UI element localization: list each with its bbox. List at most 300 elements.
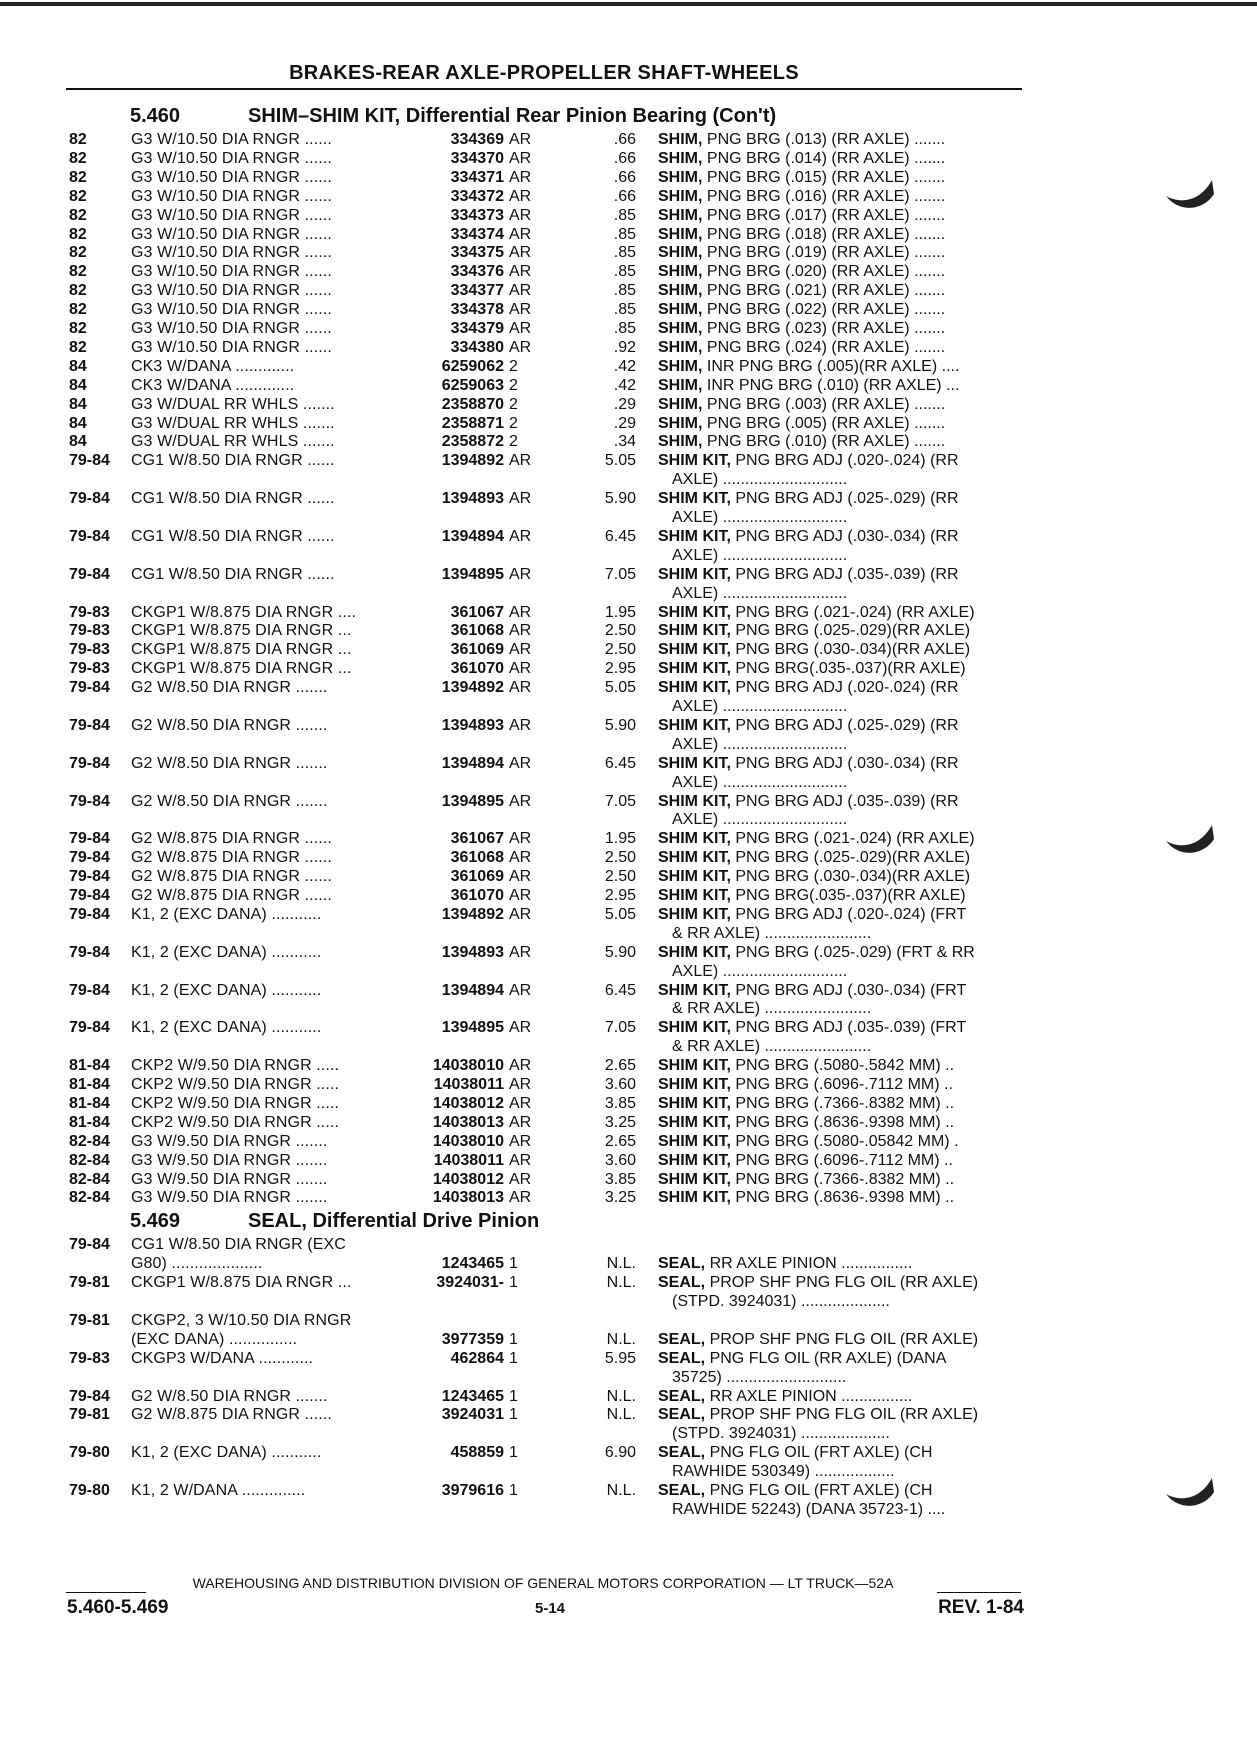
part-description-text: PNG BRG (.025-.029)(RR AXLE) xyxy=(730,622,971,640)
model-application: CKP2 W/9.50 DIA RNGR ..... xyxy=(131,1113,339,1131)
part-description xyxy=(658,357,1024,376)
part-number: 14038012 xyxy=(432,1094,504,1112)
part-description-text: PNG BRG ADJ (.035-.039) (FRT xyxy=(730,1019,967,1037)
part-name: SHIM KIT, xyxy=(658,1019,731,1037)
part-description-continued: AXLE) ............................ xyxy=(672,811,848,829)
price: .85 xyxy=(613,244,636,262)
price: N.L. xyxy=(606,1387,636,1405)
part-description xyxy=(658,1056,1024,1075)
part-number: 361068 xyxy=(450,622,504,640)
price: .85 xyxy=(613,282,636,300)
part-description-text: PNG BRG ADJ (.035-.039) (RR xyxy=(730,565,959,583)
part-description-text: PNG BRG (.5080-.5842 MM) .. xyxy=(730,1057,955,1075)
quantity: AR xyxy=(509,1151,532,1169)
part-number: 458859 xyxy=(450,1444,504,1462)
table-row xyxy=(0,1405,1257,1424)
part-name: SHIM KIT, xyxy=(658,1094,731,1112)
table-row xyxy=(0,281,1257,300)
part-name: SHIM, xyxy=(658,149,703,167)
price: 2.50 xyxy=(604,868,636,886)
part-name: SHIM KIT, xyxy=(658,905,731,923)
table-row-continuation xyxy=(0,810,1257,829)
part-name: SHIM KIT, xyxy=(658,981,731,999)
model-year: 79-84 xyxy=(69,981,110,999)
quantity: 1 xyxy=(509,1482,518,1499)
table-row xyxy=(0,1481,1257,1500)
part-description xyxy=(658,603,1024,622)
part-name: SHIM KIT, xyxy=(658,1132,731,1150)
part-description-text: PNG BRG (.021-.024) (RR AXLE) xyxy=(730,830,975,848)
model-application: G3 W/DUAL RR WHLS ....... xyxy=(131,414,335,432)
quantity: AR xyxy=(509,981,532,999)
quantity: AR xyxy=(509,679,532,697)
model-year: 79-84 xyxy=(69,1019,110,1037)
model-application: CKGP1 W/8.875 DIA RNGR ... xyxy=(131,622,352,640)
model-year: 79-84 xyxy=(69,679,110,697)
section-title: SHIM–SHIM KIT, Differential Rear Pinion Bearing (Con't) xyxy=(248,105,777,127)
part-description-text: PNG BRG (.005) (RR AXLE) ....... xyxy=(702,414,946,432)
part-description xyxy=(658,243,1024,262)
price: N.L. xyxy=(606,1330,636,1348)
price: 5.05 xyxy=(604,679,636,697)
part-name: SHIM, xyxy=(658,338,703,356)
model-year: 82 xyxy=(69,244,87,262)
part-description-text: PNG BRG (.025-.029)(RR AXLE) xyxy=(730,849,971,867)
model-application: G3 W/10.50 DIA RNGR ...... xyxy=(131,149,332,167)
model-year: 79-84 xyxy=(69,1387,110,1405)
part-name: SHIM KIT, xyxy=(658,1057,731,1075)
footer-revision: REV. 1-84 xyxy=(938,1597,1024,1618)
price: .29 xyxy=(613,395,636,413)
page-header-title: BRAKES-REAR AXLE-PROPELLER SHAFT-WHEELS xyxy=(289,62,799,84)
model-year: 79-84 xyxy=(69,490,110,508)
model-application: CG1 W/8.50 DIA RNGR ...... xyxy=(131,565,335,583)
part-description-text: PNG BRG (.014) (RR AXLE) ....... xyxy=(702,149,946,167)
quantity: AR xyxy=(509,905,532,923)
table-row xyxy=(0,565,1257,584)
part-description xyxy=(658,792,1024,811)
model-application: CKGP1 W/8.875 DIA RNGR .... xyxy=(131,603,356,621)
price: 2.50 xyxy=(604,849,636,867)
part-name: SHIM, xyxy=(658,282,703,300)
quantity: AR xyxy=(509,1019,532,1037)
table-row xyxy=(0,225,1257,244)
part-description xyxy=(658,1113,1024,1132)
part-number: 1394894 xyxy=(441,981,504,999)
part-description-text: PNG BRG(.035-.037)(RR AXLE) xyxy=(730,887,966,904)
part-name: SHIM, xyxy=(658,357,703,375)
table-row xyxy=(0,357,1257,376)
price: 3.60 xyxy=(604,1151,636,1169)
table-row xyxy=(0,1349,1257,1368)
model-application: G3 W/10.50 DIA RNGR ...... xyxy=(131,225,332,243)
price: 7.05 xyxy=(604,1019,636,1037)
part-description xyxy=(658,565,1024,584)
model-application: K1, 2 W/DANA .............. xyxy=(131,1482,306,1499)
model-year: 79-84 xyxy=(69,792,110,810)
price: 2.65 xyxy=(604,1057,636,1075)
model-year: 79-84 xyxy=(69,1236,110,1254)
part-name: SEAL, xyxy=(658,1274,706,1292)
model-year: 82 xyxy=(69,168,87,186)
part-description-text: PNG BRG (.8636-.9398 MM) .. xyxy=(730,1113,955,1131)
table-row-continuation xyxy=(0,1500,1257,1519)
price: 5.05 xyxy=(604,452,636,470)
model-year: 79-84 xyxy=(69,452,110,470)
part-name: SHIM KIT, xyxy=(658,565,731,583)
part-number: 3924031- xyxy=(436,1274,504,1292)
model-year: 81-84 xyxy=(69,1094,110,1112)
price: .29 xyxy=(613,414,636,432)
table-row xyxy=(0,130,1257,149)
quantity: AR xyxy=(509,754,532,772)
quantity: AR xyxy=(509,225,532,243)
quantity: AR xyxy=(509,1189,532,1207)
model-application: CG1 W/8.50 DIA RNGR ...... xyxy=(131,490,335,508)
model-application: CKP2 W/9.50 DIA RNGR ..... xyxy=(131,1076,339,1093)
quantity: 2 xyxy=(509,357,518,375)
quantity: AR xyxy=(509,282,532,300)
part-number: 361069 xyxy=(450,641,504,659)
part-description xyxy=(658,716,1024,735)
part-number: 361067 xyxy=(450,603,504,621)
model-year: 84 xyxy=(69,414,87,432)
part-number: 361070 xyxy=(450,887,504,904)
table-row-continuation xyxy=(0,1037,1257,1056)
price: N.L. xyxy=(606,1482,636,1499)
quantity: AR xyxy=(509,149,532,167)
model-application: CKGP3 W/DANA ............ xyxy=(131,1349,314,1367)
part-description-text: PNG BRG ADJ (.035-.039) (RR xyxy=(730,792,959,810)
part-name: SHIM, xyxy=(658,244,703,262)
quantity: AR xyxy=(509,131,532,148)
part-name: SHIM, xyxy=(658,131,703,148)
part-number: 334375 xyxy=(450,244,504,262)
table-row xyxy=(0,1151,1257,1170)
part-description xyxy=(658,867,1024,886)
part-description-continued: (STPD. 3924031) .................... xyxy=(672,1293,890,1310)
price: 5.90 xyxy=(604,716,636,734)
part-number: 14038012 xyxy=(432,1170,504,1188)
model-year: 79-84 xyxy=(69,716,110,734)
part-number: 1394895 xyxy=(441,565,504,583)
price: .85 xyxy=(613,225,636,243)
model-application: CKP2 W/9.50 DIA RNGR ..... xyxy=(131,1094,339,1112)
part-number: 334376 xyxy=(450,263,504,281)
model-year: 79-84 xyxy=(69,830,110,848)
price: .66 xyxy=(613,168,636,186)
model-year: 82 xyxy=(69,149,87,167)
table-row-continuation xyxy=(0,962,1257,981)
part-description xyxy=(658,376,1024,395)
model-year: 79-80 xyxy=(69,1482,110,1499)
quantity: AR xyxy=(509,187,532,205)
part-number: 14038013 xyxy=(432,1113,504,1131)
quantity: AR xyxy=(509,452,532,470)
part-number: 334369 xyxy=(450,131,504,148)
part-description-text: PNG BRG (.025-.029) (FRT & RR xyxy=(730,943,975,961)
table-row xyxy=(0,1254,1257,1273)
model-year: 79-81 xyxy=(69,1406,110,1424)
part-description xyxy=(658,338,1024,357)
part-description xyxy=(658,1405,1024,1424)
table-row xyxy=(0,621,1257,640)
table-row-continuation xyxy=(0,999,1257,1018)
part-number: 1394893 xyxy=(441,490,504,508)
part-description-text: PROP SHF PNG FLG OIL (RR AXLE) xyxy=(705,1406,979,1424)
model-year: 82-84 xyxy=(69,1151,110,1169)
part-name: SHIM KIT, xyxy=(658,660,731,678)
table-row xyxy=(0,1443,1257,1462)
part-description-text: PNG BRG (.5080-.05842 MM) . xyxy=(730,1132,959,1150)
quantity: AR xyxy=(509,603,532,621)
price: .42 xyxy=(613,376,636,394)
price: 5.90 xyxy=(604,943,636,961)
part-name: SHIM KIT, xyxy=(658,943,731,961)
part-description-continued: AXLE) ............................ xyxy=(672,509,848,526)
table-row-continuation xyxy=(0,546,1257,565)
quantity: AR xyxy=(509,244,532,262)
price: 2.50 xyxy=(604,622,636,640)
quantity: AR xyxy=(509,849,532,867)
table-row xyxy=(0,659,1257,678)
part-description-text: PNG BRG (.024) (RR AXLE) ....... xyxy=(702,338,946,356)
section-number: 5.469 xyxy=(130,1210,181,1233)
part-number: 334379 xyxy=(450,320,504,337)
part-description-continued: RAWHIDE 530349) .................. xyxy=(672,1463,895,1481)
quantity: AR xyxy=(509,792,532,810)
part-description-continued: AXLE) ............................ xyxy=(672,962,848,980)
table-row xyxy=(0,243,1257,262)
part-description xyxy=(658,1075,1024,1094)
binder-hole-icon xyxy=(1160,1468,1218,1514)
table-row-continuation xyxy=(0,1292,1257,1311)
model-application: CK3 W/DANA ............. xyxy=(131,357,295,375)
table-row xyxy=(0,981,1257,1000)
top-edge-rule xyxy=(0,2,1257,6)
quantity: AR xyxy=(509,1076,532,1093)
part-description xyxy=(658,527,1024,546)
model-application: CKGP1 W/8.875 DIA RNGR ... xyxy=(131,641,352,659)
model-application: K1, 2 (EXC DANA) ........... xyxy=(131,943,322,961)
price: 5.95 xyxy=(604,1349,636,1367)
part-description-text: PNG BRG ADJ (.030-.034) (RR xyxy=(730,527,959,545)
part-name: SEAL, xyxy=(658,1330,706,1348)
part-description xyxy=(658,432,1024,451)
model-year: 79-83 xyxy=(69,660,110,678)
part-description-text: PNG BRG (.030-.034)(RR AXLE) xyxy=(730,868,971,886)
model-year: 82-84 xyxy=(69,1189,110,1207)
model-application: G3 W/9.50 DIA RNGR ....... xyxy=(131,1151,328,1169)
model-year: 79-84 xyxy=(69,849,110,867)
part-description-text: PNG BRG (.021) (RR AXLE) ....... xyxy=(702,282,946,300)
price: 2.50 xyxy=(604,641,636,659)
part-description xyxy=(658,943,1024,962)
part-description xyxy=(658,168,1024,187)
part-description xyxy=(658,206,1024,225)
quantity: 1 xyxy=(509,1349,518,1367)
table-row-continuation xyxy=(0,508,1257,527)
part-description-text: PNG BRG (.023) (RR AXLE) ....... xyxy=(702,320,946,337)
part-description-continued: & RR AXLE) ........................ xyxy=(672,1000,872,1018)
model-application: G2 W/8.50 DIA RNGR ....... xyxy=(131,1387,328,1405)
part-description-text: PNG BRG (.6096-.7112 MM) .. xyxy=(730,1076,953,1093)
part-name: SHIM, xyxy=(658,376,703,394)
quantity: AR xyxy=(509,830,532,848)
table-row xyxy=(0,603,1257,622)
table-row xyxy=(0,886,1257,905)
model-application: G2 W/8.875 DIA RNGR ...... xyxy=(131,868,332,886)
quantity: AR xyxy=(509,565,532,583)
model-year: 82 xyxy=(69,131,87,148)
price: 3.85 xyxy=(604,1170,636,1188)
part-description-text: PNG FLG OIL (RR AXLE) (DANA xyxy=(705,1349,947,1367)
part-description-text: PNG BRG ADJ (.025-.029) (RR xyxy=(730,716,959,734)
part-description xyxy=(658,1151,1024,1170)
part-description xyxy=(658,640,1024,659)
part-name: SHIM KIT, xyxy=(658,716,731,734)
price: 6.45 xyxy=(604,981,636,999)
price: 3.85 xyxy=(604,1094,636,1112)
model-year: 84 xyxy=(69,357,87,375)
model-year: 79-80 xyxy=(69,1444,110,1462)
part-name: SHIM KIT, xyxy=(658,1076,731,1093)
model-year: 82 xyxy=(69,282,87,300)
part-description-text: PNG BRG (.020) (RR AXLE) ....... xyxy=(702,263,946,281)
model-application: G3 W/10.50 DIA RNGR ...... xyxy=(131,187,332,205)
quantity: AR xyxy=(509,660,532,678)
part-number: 334378 xyxy=(450,301,504,319)
model-year: 79-83 xyxy=(69,641,110,659)
model-year: 79-83 xyxy=(69,1349,110,1367)
model-application: G2 W/8.875 DIA RNGR ...... xyxy=(131,1406,332,1424)
model-year: 79-84 xyxy=(69,527,110,545)
part-description-text: PNG BRG ADJ (.030-.034) (RR xyxy=(730,754,959,772)
part-description xyxy=(658,300,1024,319)
price: 3.25 xyxy=(604,1113,636,1131)
part-name: SHIM, xyxy=(658,395,703,413)
model-application: G3 W/10.50 DIA RNGR ...... xyxy=(131,244,332,262)
part-name: SHIM, xyxy=(658,433,703,451)
part-name: SHIM KIT, xyxy=(658,641,731,659)
part-description xyxy=(658,1018,1024,1037)
part-name: SHIM KIT, xyxy=(658,622,731,640)
header-rule xyxy=(66,88,1022,90)
part-name: SHIM, xyxy=(658,414,703,432)
part-description-text: PROP SHF PNG FLG OIL (RR AXLE) xyxy=(705,1330,979,1348)
part-name: SHIM, xyxy=(658,206,703,224)
part-description-text: PNG FLG OIL (FRT AXLE) (CH xyxy=(705,1444,933,1462)
table-row xyxy=(0,1311,1257,1330)
part-name: SHIM KIT, xyxy=(658,679,731,697)
quantity: AR xyxy=(509,716,532,734)
model-year: 79-81 xyxy=(69,1274,110,1292)
quantity: AR xyxy=(509,1132,532,1150)
part-number: 462864 xyxy=(450,1349,504,1367)
part-description-continued: AXLE) ............................ xyxy=(672,773,848,791)
price: .42 xyxy=(613,357,636,375)
model-application: G2 W/8.875 DIA RNGR ...... xyxy=(131,849,332,867)
footer-rule-right xyxy=(937,1592,1021,1593)
model-application: G3 W/9.50 DIA RNGR ....... xyxy=(131,1170,328,1188)
part-description-text: PNG BRG ADJ (.025-.029) (RR xyxy=(730,490,959,508)
part-number: 1394893 xyxy=(441,716,504,734)
part-description xyxy=(658,262,1024,281)
model-application: CG1 W/8.50 DIA RNGR (EXC xyxy=(131,1236,346,1254)
table-row xyxy=(0,943,1257,962)
part-description-text: PNG BRG (.018) (RR AXLE) ....... xyxy=(702,225,946,243)
quantity: AR xyxy=(509,622,532,640)
price: .92 xyxy=(613,338,636,356)
table-row xyxy=(0,829,1257,848)
model-application: CK3 W/DANA ............. xyxy=(131,376,295,394)
quantity: AR xyxy=(509,338,532,356)
model-year: 84 xyxy=(69,395,87,413)
part-description-continued: AXLE) ............................ xyxy=(672,698,848,715)
quantity: AR xyxy=(509,527,532,545)
part-description xyxy=(658,281,1024,300)
part-name: SHIM KIT, xyxy=(658,1151,731,1169)
table-row xyxy=(0,1235,1257,1254)
table-row-continuation xyxy=(0,773,1257,792)
model-year: 79-84 xyxy=(69,943,110,961)
part-description-text: PNG BRG ADJ (.020-.024) (RR xyxy=(730,452,959,470)
quantity: 2 xyxy=(509,376,518,394)
part-description-text: PNG BRG (.7366-.8382 MM) .. xyxy=(730,1170,955,1188)
part-name: SEAL, xyxy=(658,1444,706,1462)
part-name: SHIM, xyxy=(658,225,703,243)
quantity: AR xyxy=(509,301,532,319)
price: .66 xyxy=(613,131,636,148)
part-name: SHIM KIT, xyxy=(658,1113,731,1131)
table-row xyxy=(0,1075,1257,1094)
table-row xyxy=(0,1188,1257,1207)
table-row xyxy=(0,1273,1257,1292)
price: 2.95 xyxy=(604,887,636,904)
model-application: K1, 2 (EXC DANA) ........... xyxy=(131,1019,322,1037)
part-description-text: PNG BRG (.003) (RR AXLE) ....... xyxy=(702,395,946,413)
part-number: 1394894 xyxy=(441,754,504,772)
model-application: G2 W/8.875 DIA RNGR ...... xyxy=(131,887,332,904)
quantity: 1 xyxy=(509,1444,518,1462)
table-row-continuation xyxy=(0,1424,1257,1443)
model-application: CKGP2, 3 W/10.50 DIA RNGR xyxy=(131,1311,352,1329)
part-number: 334377 xyxy=(450,282,504,300)
table-row xyxy=(0,1330,1257,1349)
table-row xyxy=(0,395,1257,414)
part-description xyxy=(658,1349,1024,1368)
table-row xyxy=(0,1113,1257,1132)
table-row xyxy=(0,489,1257,508)
table-row xyxy=(0,206,1257,225)
part-name: SEAL, xyxy=(658,1255,706,1273)
table-row xyxy=(0,149,1257,168)
footer-page-number: 5-14 xyxy=(534,1600,566,1617)
part-description-text: PNG BRG ADJ (.020-.024) (RR xyxy=(730,679,959,697)
part-name: SHIM KIT, xyxy=(658,868,731,886)
price: .85 xyxy=(613,206,636,224)
part-description-text: PNG BRG (.030-.034)(RR AXLE) xyxy=(730,641,971,659)
quantity: 1 xyxy=(509,1406,518,1424)
quantity: 2 xyxy=(509,414,518,432)
quantity: 1 xyxy=(509,1274,518,1292)
model-year: 82 xyxy=(69,263,87,281)
part-number: 1243465 xyxy=(441,1255,504,1273)
part-description-text: PNG BRG (.010) (RR AXLE) ....... xyxy=(702,433,946,451)
part-description xyxy=(658,1170,1024,1189)
part-description-text: RR AXLE PINION ................ xyxy=(705,1387,913,1405)
model-year: 82-84 xyxy=(69,1132,110,1150)
